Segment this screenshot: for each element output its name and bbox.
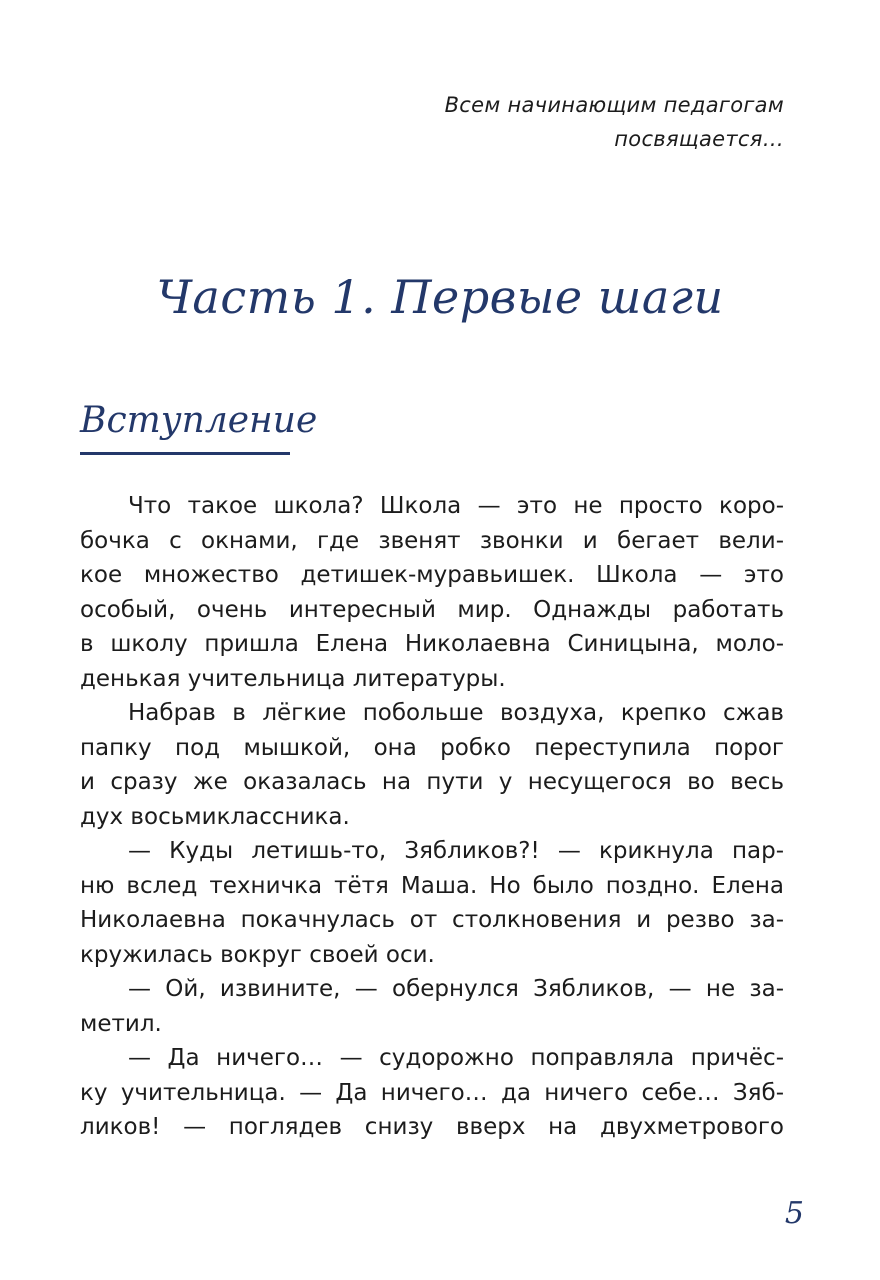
epigraph-line: Всем начинающим педагогам [444,93,784,117]
paragraph-line: Что такое школа? Школа — это не просто коро- [128,493,784,519]
paragraph-line: — Ой, извините, — обернулся Зябликов, — не за- [128,976,784,1002]
part-title: Часть 1. Первые шаги [156,270,724,324]
paragraph-line: бочка с окнами, где звенят звонки и бегает вели- [80,527,784,554]
paragraph-line: в школу пришла Елена Николаевна Синицына, моло- [80,631,784,657]
paragraph-line: — Куды летишь-то, Зябликов?! — крикнула пар- [128,838,784,864]
paragraph-line: ню вслед техничка тётя Маша. Но было поздно. Елена [80,872,784,899]
paragraph-line: кое множество детишек-муравьишек. Школа — это [80,562,784,588]
paragraph-line: Николаевна покачнулась от столкновения и резво за- [80,907,784,933]
paragraph-line: — Да ничего… — судорожно поправляла причёс- [128,1045,784,1071]
section-heading: Вступление [80,400,318,441]
paragraph-line: папку под мышкой, она робко переступила порог [80,734,784,761]
body-text [80,489,784,1145]
section-underline [80,452,290,455]
paragraph-line: дух восьмиклассника. [80,803,350,830]
paragraph-line: и сразу же оказалась на пути у несущегося во весь [80,769,784,795]
paragraph-line: денькая учительница литературы. [80,665,506,692]
paragraph-line: Набрав в лёгкие побольше воздуха, крепко сжав [128,700,784,726]
paragraph-line: ку учительница. — Да ничего… да ничего себе… Зяб- [80,1079,784,1106]
page-number: 5 [784,1196,804,1231]
paragraph-line: метил. [80,1010,162,1037]
epigraph [445,88,784,156]
paragraph-line: ликов! — поглядев снизу вверх на двухметрового [80,1114,784,1140]
epigraph-line: посвящается… [614,127,784,151]
paragraph-line: кружилась вокруг своей оси. [80,941,435,968]
paragraph-line: особый, очень интересный мир. Однажды работать [80,596,784,623]
